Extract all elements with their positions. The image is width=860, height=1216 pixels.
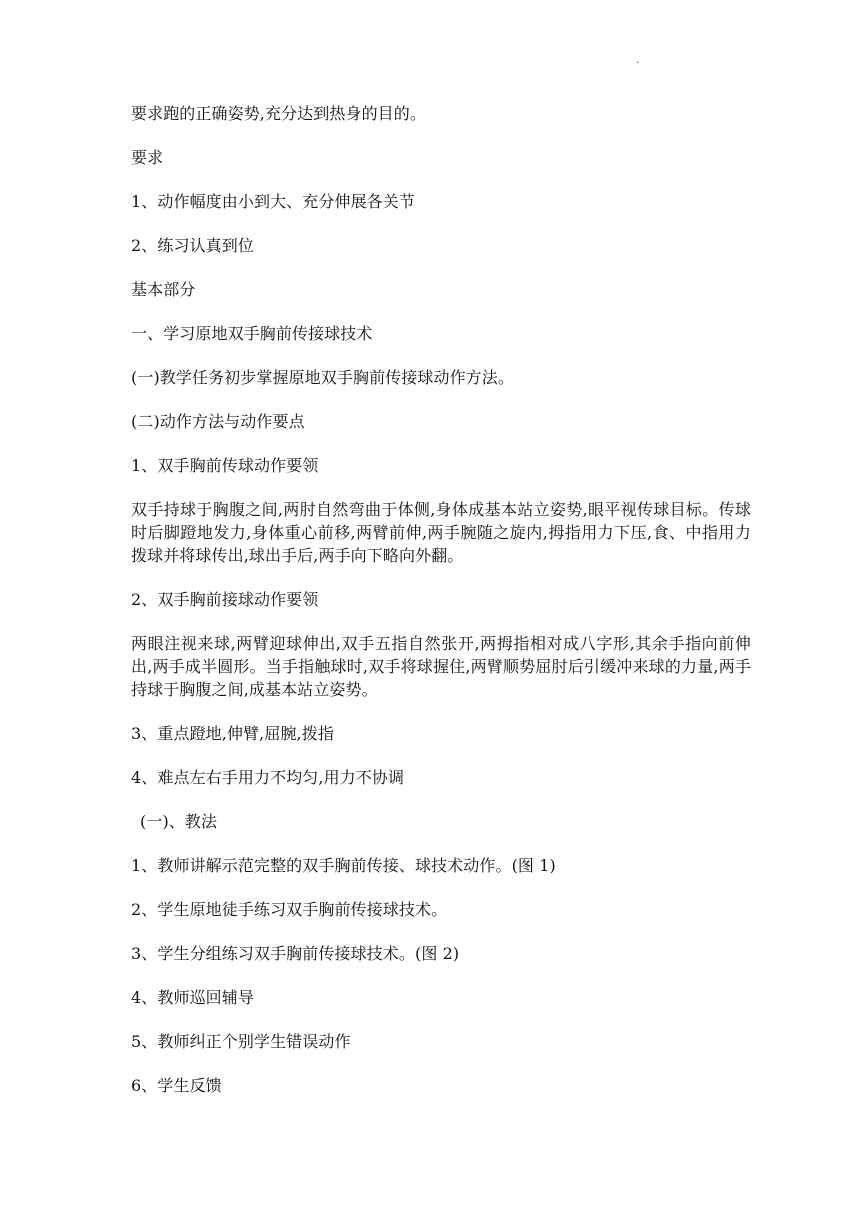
list-item: 2、练习认真到位 bbox=[131, 236, 254, 255]
document-body bbox=[131, 102, 751, 1118]
section-heading: 要求 bbox=[131, 148, 164, 167]
list-item: 2、双手胸前接球动作要领 bbox=[131, 590, 319, 609]
section-heading: 一、学习原地双手胸前传接球技术 bbox=[131, 324, 373, 343]
section-heading: 基本部分 bbox=[131, 280, 196, 299]
section-heading: (一)、教法 bbox=[140, 812, 218, 831]
list-item: 4、教师巡回辅导 bbox=[131, 988, 254, 1007]
list-item: 4、难点左右手用力不均匀,用力不协调 bbox=[131, 768, 405, 787]
text-line: 要求跑的正确姿势,充分达到热身的目的。 bbox=[131, 104, 426, 123]
paragraph: 两眼注视来球,两臂迎球伸出,双手五指自然张开,两拇指相对成八字形,其余手指向前伸出,两手成半圆形。当手指触球时,双手将球握住,两臂顺势屈肘后引缓冲来球的力量,两手持球于胸腹之间,成基本站立姿势。 bbox=[131, 634, 751, 699]
list-item: 5、教师纠正个别学生错误动作 bbox=[131, 1032, 351, 1051]
list-item: 1、双手胸前传球动作要领 bbox=[131, 456, 319, 475]
text-line: (一)教学任务初步掌握原地双手胸前传接球动作方法。 bbox=[131, 368, 514, 387]
header-mark: . bbox=[636, 55, 640, 66]
list-item: 3、重点蹬地,伸臂,屈腕,拨指 bbox=[131, 724, 334, 743]
list-item: 1、动作幅度由小到大、充分伸展各关节 bbox=[131, 192, 415, 211]
list-item: 2、学生原地徒手练习双手胸前传接球技术。 bbox=[131, 900, 448, 919]
list-item: 3、学生分组练习双手胸前传接球技术。(图 2) bbox=[131, 944, 460, 963]
paragraph: 双手持球于胸腹之间,两肘自然弯曲于体侧,身体成基本站立姿势,眼平视传球目标。传球时后脚蹬地发力,身体重心前移,两臂前伸,两手腕随之旋内,拇指用力下压,食、中指用力拨球并将球传出,球出手后,两手向下略向外翻。 bbox=[131, 500, 751, 565]
list-item: 1、教师讲解示范完整的双手胸前传接、球技术动作。(图 1) bbox=[131, 856, 556, 875]
list-item: 6、学生反馈 bbox=[131, 1076, 222, 1095]
text-line: (二)动作方法与动作要点 bbox=[131, 412, 305, 431]
